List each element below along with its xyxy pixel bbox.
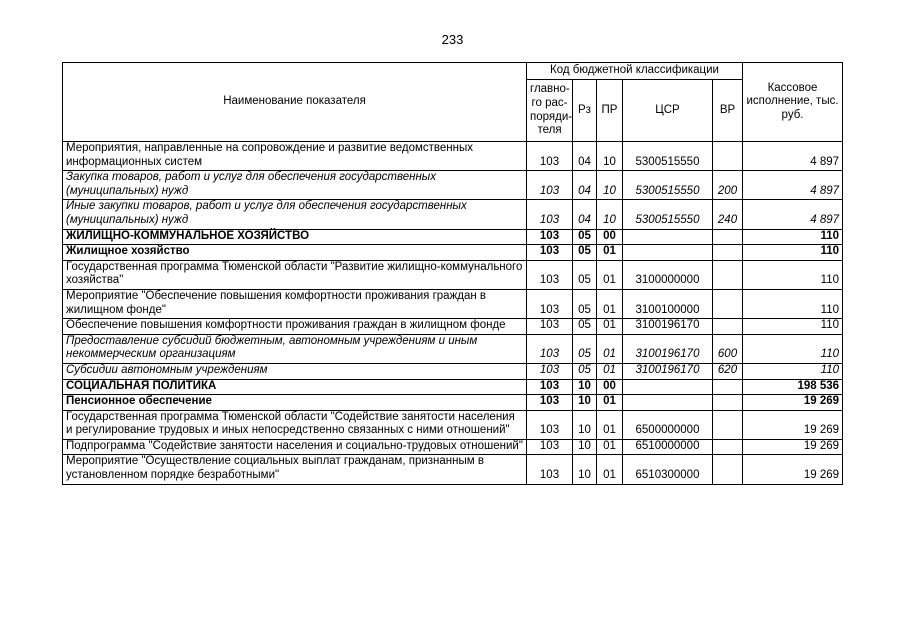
row-name: Обеспечение повышения комфортности проживания граждан в жилищном фонде [63,319,527,335]
row-rz: 05 [573,334,597,363]
row-rz: 05 [573,245,597,261]
row-csr: 5300515550 [623,142,713,171]
row-name: ЖИЛИЩНО-КОММУНАЛЬНОЕ ХОЗЯЙСТВО [63,229,527,245]
row-csr: 6510000000 [623,439,713,455]
row-pr: 10 [597,200,623,229]
row-rz: 10 [573,439,597,455]
row-rz: 10 [573,379,597,395]
header-vr: ВР [713,80,743,142]
row-rz: 05 [573,289,597,318]
header-rz: Рз [573,80,597,142]
table-row [63,395,843,411]
row-name: Иные закупки товаров, работ и услуг для обеспечения государственных (муниципальных) нужд [63,200,527,229]
row-pr: 01 [597,245,623,261]
row-vr [713,439,743,455]
table-row [63,289,843,318]
row-glava: 103 [527,455,573,484]
table-row [63,142,843,171]
row-csr: 3100100000 [623,289,713,318]
row-pr: 01 [597,455,623,484]
row-glava: 103 [527,395,573,411]
row-amount: 19 269 [743,410,843,439]
row-csr: 3100196170 [623,363,713,379]
budget-table [62,62,843,485]
row-pr: 01 [597,334,623,363]
row-glava: 103 [527,200,573,229]
page-number: 233 [441,32,464,47]
table-row [63,229,843,245]
row-amount: 110 [743,319,843,335]
row-name: Пенсионное обеспечение [63,395,527,411]
row-vr [713,260,743,289]
table-body [63,142,843,485]
row-glava: 103 [527,363,573,379]
row-glava: 103 [527,410,573,439]
row-amount: 110 [743,289,843,318]
table-row [63,334,843,363]
row-pr: 01 [597,439,623,455]
row-csr: 6500000000 [623,410,713,439]
row-name: Мероприятия, направленные на сопровождение и развитие ведомственных информационных систем [63,142,527,171]
table-row [63,260,843,289]
row-vr: 600 [713,334,743,363]
row-rz: 05 [573,229,597,245]
row-glava: 103 [527,142,573,171]
row-name: СОЦИАЛЬНАЯ ПОЛИТИКА [63,379,527,395]
row-rz: 04 [573,142,597,171]
row-name: Государственная программа Тюменской области "Содействие занятости населения и регулирование трудовых и иных непосредственно связанных с ними отношений" [63,410,527,439]
header-name: Наименование показателя [63,63,527,142]
table-row [63,439,843,455]
row-amount: 19 269 [743,455,843,484]
row-vr [713,245,743,261]
row-glava: 103 [527,260,573,289]
row-glava: 103 [527,334,573,363]
table-row [63,319,843,335]
table-row [63,379,843,395]
row-vr [713,319,743,335]
row-csr: 6510300000 [623,455,713,484]
header-csr: ЦСР [623,80,713,142]
row-name: Мероприятие "Осуществление социальных выплат гражданам, признанным в установленном порядке безработными" [63,455,527,484]
row-rz: 05 [573,260,597,289]
row-rz: 04 [573,200,597,229]
row-pr: 01 [597,319,623,335]
row-csr: 5300515550 [623,200,713,229]
row-glava: 103 [527,379,573,395]
row-amount: 110 [743,363,843,379]
row-rz: 05 [573,363,597,379]
row-glava: 103 [527,289,573,318]
row-vr: 240 [713,200,743,229]
header-amount: Кассовое исполнение, тыс. руб. [743,63,843,142]
row-name: Закупка товаров, работ и услуг для обеспечения государственных (муниципальных) нужд [63,171,527,200]
row-glava: 103 [527,319,573,335]
row-amount: 110 [743,229,843,245]
row-pr: 10 [597,142,623,171]
row-name: Жилищное хозяйство [63,245,527,261]
row-vr [713,289,743,318]
header-pr: ПР [597,80,623,142]
row-glava: 103 [527,245,573,261]
row-name: Мероприятие "Обеспечение повышения комфортности проживания граждан в жилищном фонде" [63,289,527,318]
row-pr: 01 [597,260,623,289]
row-amount: 110 [743,260,843,289]
row-amount: 4 897 [743,142,843,171]
row-vr [713,410,743,439]
header-glava: главно-го рас-поряди-теля [527,80,573,142]
row-amount: 198 536 [743,379,843,395]
row-glava: 103 [527,171,573,200]
row-vr [713,455,743,484]
row-csr: 5300515550 [623,171,713,200]
table-row [63,200,843,229]
row-rz: 04 [573,171,597,200]
row-pr: 00 [597,229,623,245]
row-rz: 10 [573,410,597,439]
row-vr [713,395,743,411]
row-amount: 4 897 [743,171,843,200]
row-vr [713,379,743,395]
table-row [63,171,843,200]
row-csr: 3100000000 [623,260,713,289]
row-csr: 3100196170 [623,334,713,363]
table-row [63,363,843,379]
row-name: Предоставление субсидий бюджетным, автономным учреждениям и иным некоммерческим организациям [63,334,527,363]
table-row [63,245,843,261]
row-amount: 4 897 [743,200,843,229]
row-rz: 10 [573,455,597,484]
row-glava: 103 [527,439,573,455]
row-name: Государственная программа Тюменской области "Развитие жилищно-коммунального хозяйства" [63,260,527,289]
row-amount: 110 [743,334,843,363]
row-pr: 00 [597,379,623,395]
row-csr [623,229,713,245]
row-pr: 01 [597,289,623,318]
row-vr: 620 [713,363,743,379]
row-vr: 200 [713,171,743,200]
row-pr: 01 [597,395,623,411]
row-rz: 10 [573,395,597,411]
row-csr [623,379,713,395]
table-row [63,455,843,484]
row-amount: 110 [743,245,843,261]
row-vr [713,229,743,245]
row-name: Подпрограмма "Содействие занятости населения и социально-трудовых отношений" [63,439,527,455]
row-rz: 05 [573,319,597,335]
row-csr [623,245,713,261]
row-glava: 103 [527,229,573,245]
row-vr [713,142,743,171]
row-pr: 10 [597,171,623,200]
row-amount: 19 269 [743,395,843,411]
row-pr: 01 [597,410,623,439]
header-code-group: Код бюджетной классификации [527,63,743,80]
row-csr [623,395,713,411]
row-pr: 01 [597,363,623,379]
row-name: Субсидии автономным учреждениям [63,363,527,379]
row-csr: 3100196170 [623,319,713,335]
row-amount: 19 269 [743,439,843,455]
table-row [63,410,843,439]
